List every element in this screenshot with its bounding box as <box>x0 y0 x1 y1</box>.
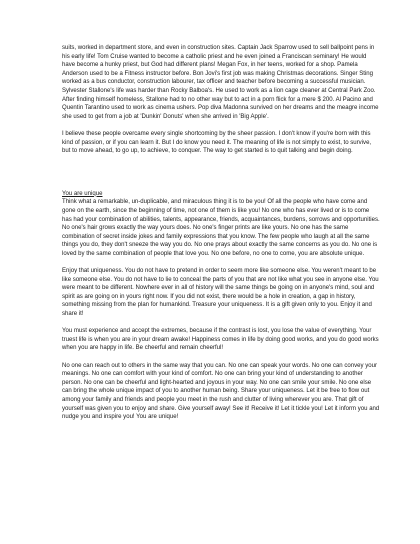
section-paragraph: Think what a remarkable, un-duplicable, and miraculous thing it is to be you! Of all the people who have come and gone on the earth, since the beginning of time, not one of them is like you! No one who has ever lived or is to come has had your combination of abilities, talents, appearance, friends, acquaintances, burdens, sorrows and opportunities. No one's hair grows exactly the way yours does. No one's finger prints are like yours. No one has the same combination of secret inside jokes and family expressions that you know. The few people who laugh at all the same things you do, they don't sneeze the way you do. No one prays about exactly the same concerns as you do. No one is loved by the same combination of people that love you. No one before, no one to come, you are absolute unique. <box>62 199 380 257</box>
body-paragraph: I believe these people overcame every single shortcoming by the sheer passion. I don't know if you're born with this kind of passion, or if you can learn it. But I do know you need it. The meaning of life is not simply to exist, to survive, but to move ahead, to go up, to achieve, to conquer. The way to get started is to quit talking and begin doing. <box>62 130 372 155</box>
body-paragraph: suits, worked in department store, and even in construction sites. Captain Jack Sparrow used to sell ballpoint pens in his early life! Tom Cruise wanted to become a catholic priest and he even joined a Franciscan seminary! He would have become a hunky priest, but God had different plans! Megan Fox, in her teens, worked for a shop. Pamela Anderson used to be a Fitness instructor before. Bon Jovi's first job was making Christmas decorations. Singer Sting worked as a bus conductor, construction labourer, tax officer and teacher before becoming a successful musician. Sylvester Stallone's life was harder than Rocky Balboa's. He used to work as a lion cage cleaner at Central Park Zoo. After finding himself homeless, Stallone had to no other way but to act in a porn flick for a mere $ 200. Al Pacino and Quentin Tarantino used to work as cinema ushers. Pop diva Madonna survived on her dreams and the meagre income she used to get from a job at 'Dunkin' Donuts' when she arrived in 'Big Apple'. <box>62 45 379 120</box>
section-paragraph: Enjoy that uniqueness. You do not have to pretend in order to seem more like someone else. You weren't meant to be like someone else. You do not have to lie to conceal the parts of you that are not like what you see in anyone else. You were meant to be different. Nowhere ever in all of history will the same things be going on in anyone's mind, soul and spirit as are going on in yours right now. If you did not exist, there would be a hole in creation, a gap in history, something missing from the plan for humankind. Treasure your uniqueness. It is a gift given only to you. Enjoy it and share it! <box>62 268 379 318</box>
section-paragraph: No one can reach out to others in the same way that you can. No one can speak your words. No one can convey your meanings. No one can comfort with your kind of comfort. No one can bring your kind of understanding to another person. No one can be cheerful and light-hearted and joyous in your way. No one can smile your smile. No one else can bring the whole unique impact of you to another human being. Share your uniqueness. Let it be free to flow out among your family and friends and people you meet in the rush and clutter of living wherever you are. That gift of yourself was given you to enjoy and share. Give yourself away! See it! Receive it! Let it tickle you! Let it inform you and nudge you and inspire you! You are unique! <box>62 362 380 421</box>
section-paragraph: You must experience and accept the extremes, because if the contrast is lost, you lose the value of everything. Your truest life is when you are in your dream awake! Happiness comes in life by doing good works, and you do good works when you are happy in life. Be cheerful and remain cheerful! <box>62 328 379 352</box>
section-heading: You are unique <box>62 190 103 197</box>
